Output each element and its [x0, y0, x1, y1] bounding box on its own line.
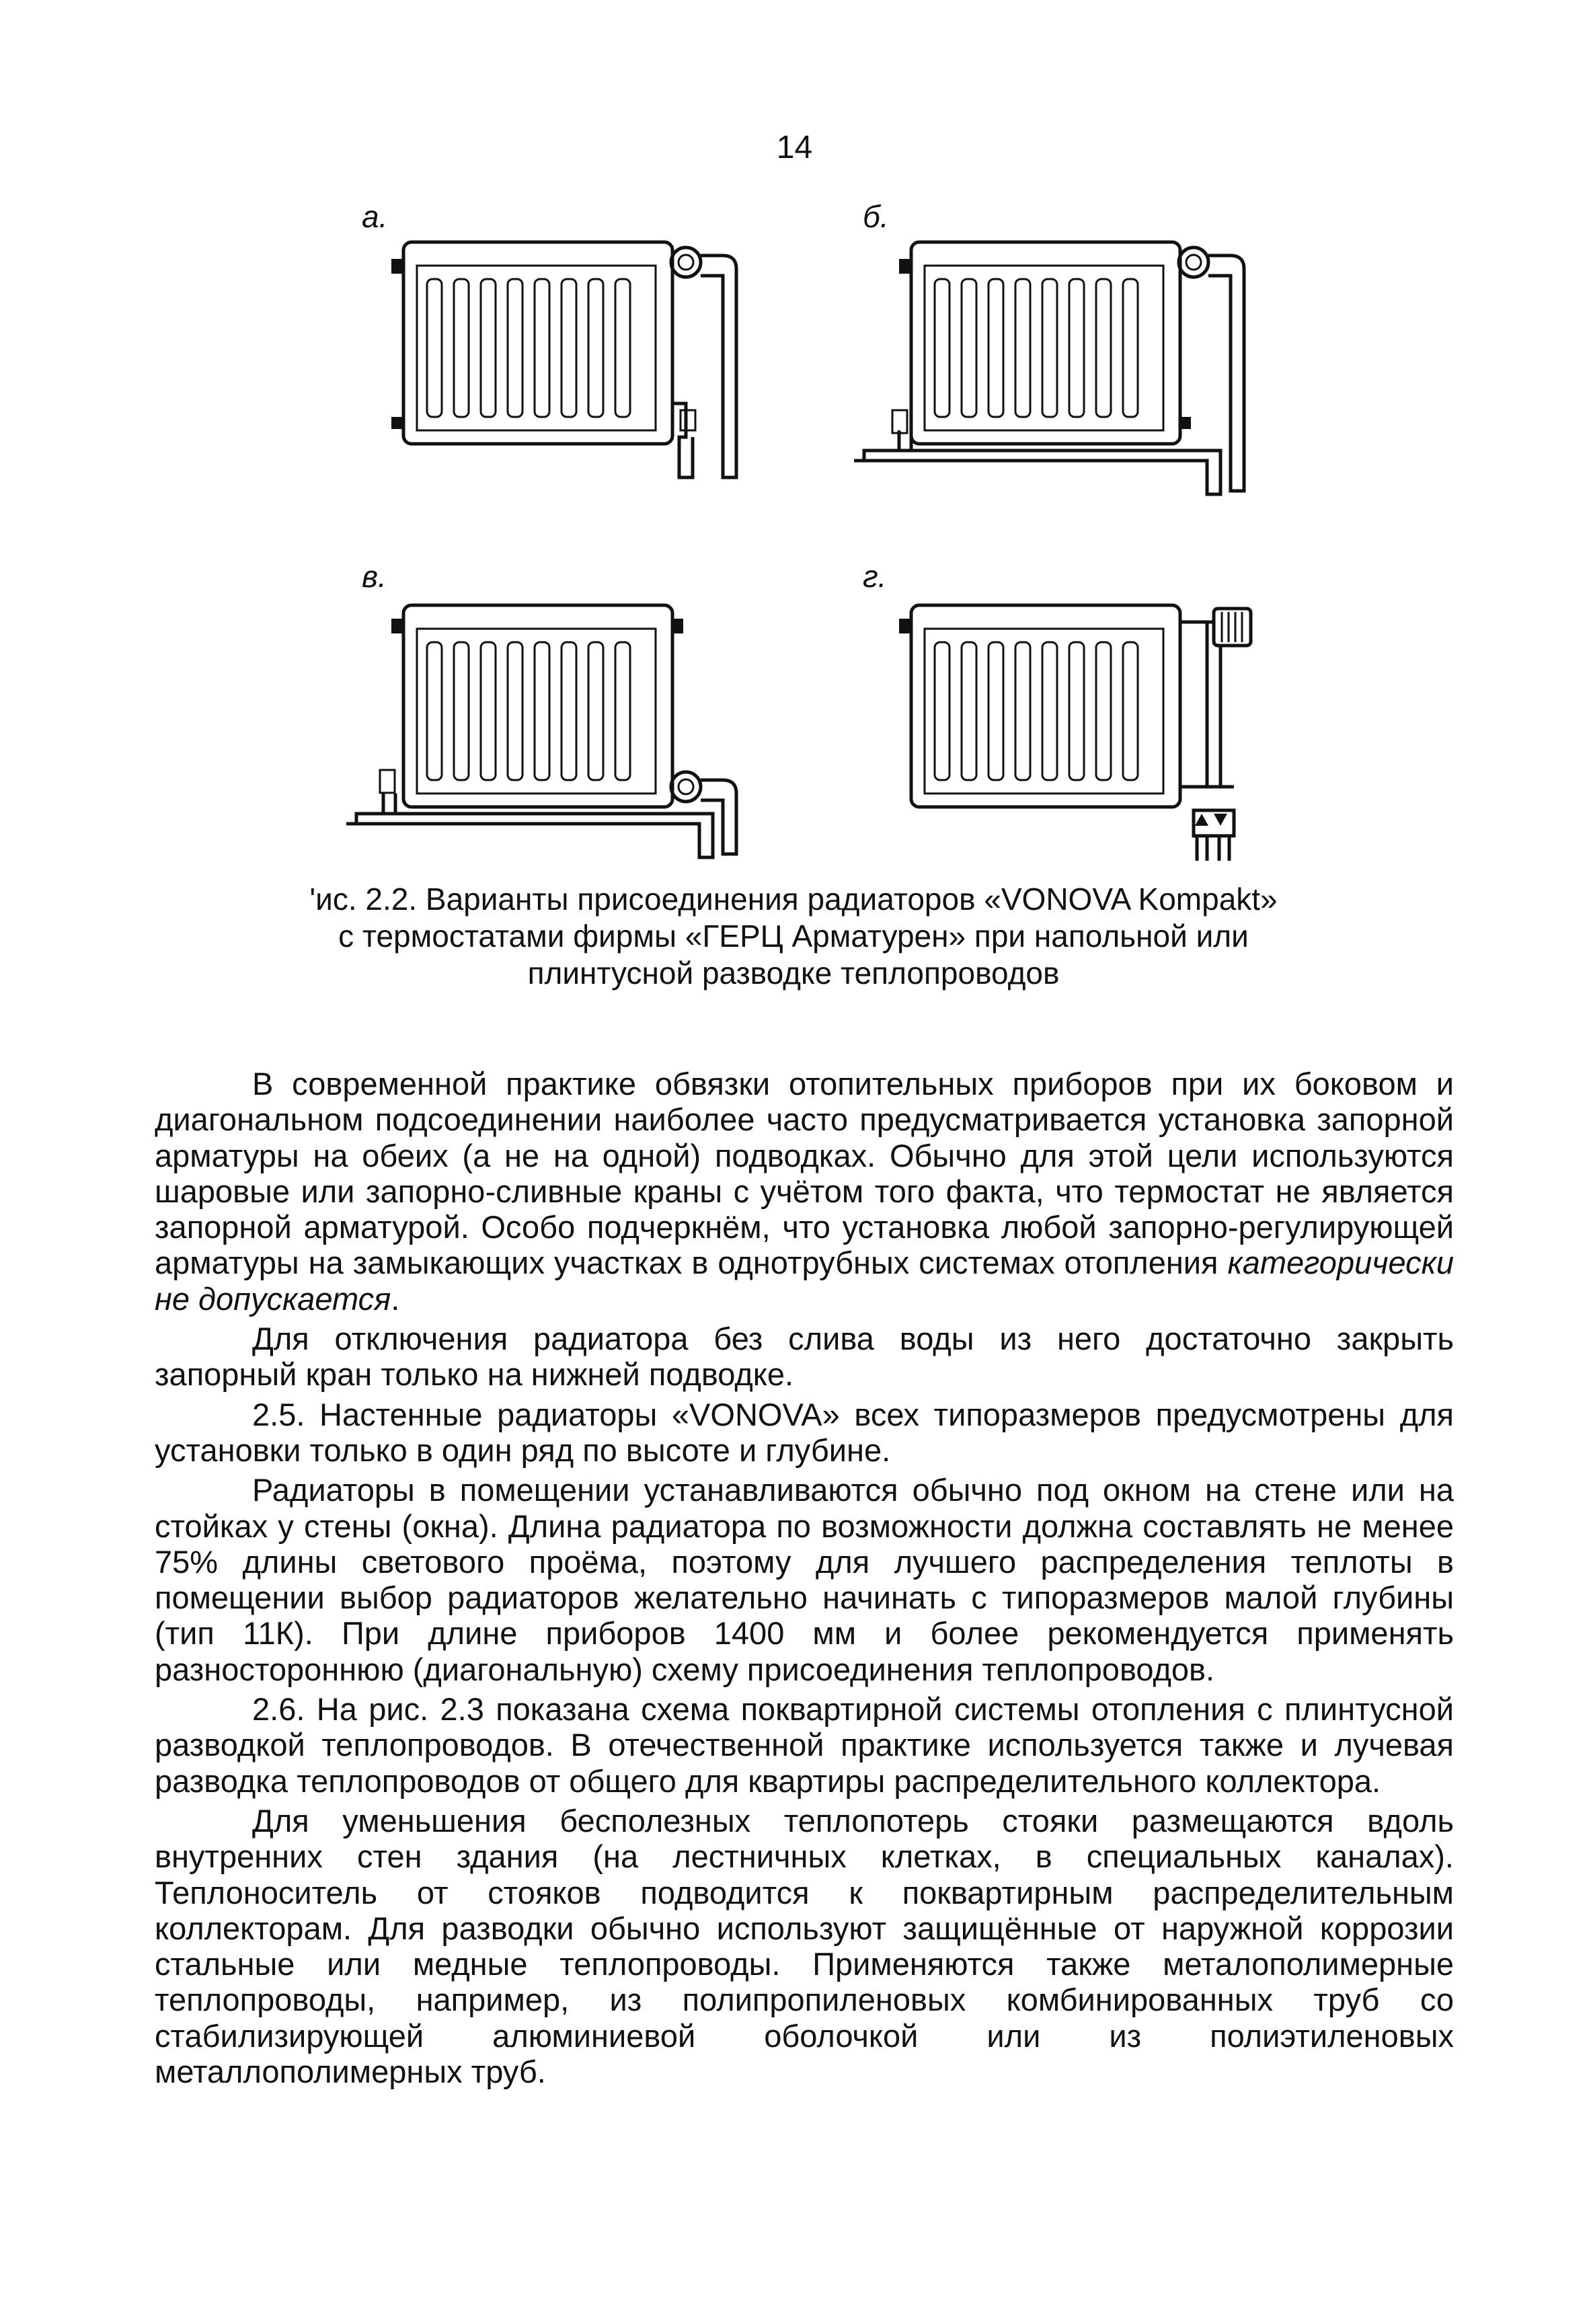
paragraph-1-end: .	[391, 1280, 400, 1317]
figure-label-g: г.	[863, 559, 887, 594]
figure-label-v: в.	[362, 559, 387, 594]
radiator-diagram-g	[851, 592, 1268, 861]
caption-line-3: плинтусной разводке теплопроводов	[527, 956, 1060, 991]
paragraph-4: Радиаторы в помещении устанавливаются обычно под окном на стене или на стойках у стены (окна). Длина радиатора по возможности должна составлять не менее 75% длины светового проёма, поэтому для лучшего распределения теплоты в помещении выбор радиаторов желательно начинать с типоразмеров малой глубины (тип 11К). При длине приборов 1400 мм и более рекомендуется применять разностороннюю (диагональную) схему присоединения теплопроводов.	[155, 1472, 1454, 1687]
caption-line-1: 'ис. 2.2. Варианты присоединения радиаторов «VONOVA Kompakt»	[309, 882, 1278, 917]
paragraph-1-text: В современной практике обвязки отопительных приборов при их боковом и диагональном подсоединении наиболее часто предусматривается установка запорной арматуры на обеих (а не на одной) подводках. Обычно для этой цели используются шаровые или запорно-сливные краны с учётом того факта, что термостат не является запорной арматурой. Особо подчеркнём, что установка любой запорно-регулирующей арматуры на замыкающих участках в однотрубных системах отопления	[155, 1066, 1454, 1281]
caption-line-2: с термостатами фирмы «ГЕРЦ Арматурен» при напольной или	[338, 919, 1249, 954]
radiator-diagram-a	[390, 229, 753, 491]
figure-label-a: а.	[362, 199, 388, 234]
figure-label-b: б.	[863, 199, 889, 234]
paragraph-6: Для уменьшения бесполезных теплопотерь стояки размещаются вдоль внутренних стен здания (на лестничных клетках, в специальных каналах). Теплоноситель от стояков подводится к поквартирным распределительным коллекторам. Для разводки обычно используют защищённые от наружной коррозии стальные или медные теплопроводы. Применяются также металополимерные теплопроводы, например, из полипропиленовых комбинированных труб со стабилизирующей алюминиевой оболочкой или из полиэтиленовых металлополимерных труб.	[155, 1802, 1454, 2090]
figure-caption	[222, 881, 1365, 992]
paragraph-2: Для отключения радиатора без слива воды из него достаточно закрыть запорный кран только на нижней подводке.	[155, 1321, 1454, 1393]
radiator-diagram-b	[851, 229, 1268, 491]
paragraph-1-emphasis: категорически не допускается	[155, 1245, 1454, 1317]
page-number: 14	[776, 130, 813, 165]
paragraph-1	[155, 1066, 1454, 1317]
paragraph-3: 2.5. Настенные радиаторы «VONOVA» всех типоразмеров предусмотрены для установки только в один ряд по высоте и глубине.	[155, 1396, 1454, 1468]
body-text	[155, 1066, 1454, 2093]
radiator-diagram-v	[343, 592, 760, 854]
paragraph-5: 2.6. На рис. 2.3 показана схема поквартирной системы отопления с плинтусной разводкой теплопроводов. В отечественной практике используется также и лучевая разводка теплопроводов от общего для квартиры распределительного коллектора.	[155, 1691, 1454, 1799]
